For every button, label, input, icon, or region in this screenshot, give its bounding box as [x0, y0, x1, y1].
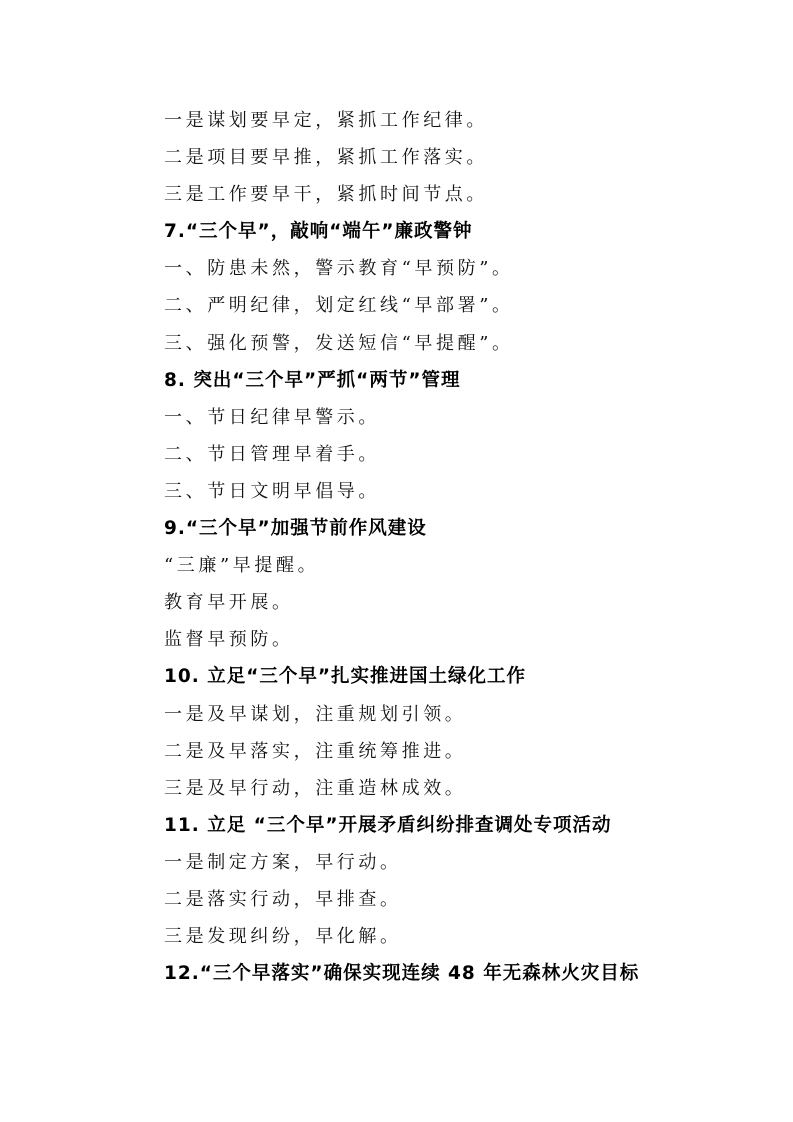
text-line: 一是及早谋划，注重规划引领。: [164, 703, 467, 725]
section-heading: 8. 突出“三个早”严抓“两节”管理: [164, 369, 461, 391]
text-line: 二是落实行动，早排查。: [164, 888, 402, 910]
section-heading: 11. 立足 “三个早”开展矛盾纠纷排查调处专项活动: [164, 814, 612, 836]
text-line: 教育早开展。: [164, 592, 294, 614]
text-line: “三廉”早提醒。: [164, 555, 320, 577]
text-line: 一、节日纪律早警示。: [164, 406, 380, 428]
text-line: 三、节日文明早倡导。: [164, 480, 380, 502]
text-line: 二是项目要早推，紧抓工作落实。: [164, 147, 488, 169]
text-line: 三是及早行动，注重造林成效。: [164, 777, 467, 799]
text-line: 二是及早落实，注重统筹推进。: [164, 740, 467, 762]
section-heading: 7.“三个早”，敲响“端午”廉政警钟: [164, 221, 473, 243]
section-heading: 9.“三个早”加强节前作风建设: [164, 518, 427, 540]
section-heading: 10. 立足“三个早”扎实推进国土绿化工作: [164, 666, 527, 688]
text-line: 一是制定方案，早行动。: [164, 851, 402, 873]
text-line: 三是发现纠纷，早化解。: [164, 926, 402, 948]
text-line: 三是工作要早干，紧抓时间节点。: [164, 184, 488, 206]
text-line: 二、严明纪律，划定红线“早部署”。: [164, 295, 514, 317]
section-heading: 12.“三个早落实”确保实现连续 48 年无森林火灾目标: [164, 963, 640, 985]
document-body: [164, 102, 764, 992]
text-line: 三、强化预警，发送短信“早提醒”。: [164, 332, 514, 354]
text-line: 一、防患未然，警示教育“早预防”。: [164, 258, 514, 280]
text-line: 一是谋划要早定，紧抓工作纪律。: [164, 110, 488, 131]
text-line: 二、节日管理早着手。: [164, 443, 380, 465]
text-line: 监督早预防。: [164, 629, 294, 651]
